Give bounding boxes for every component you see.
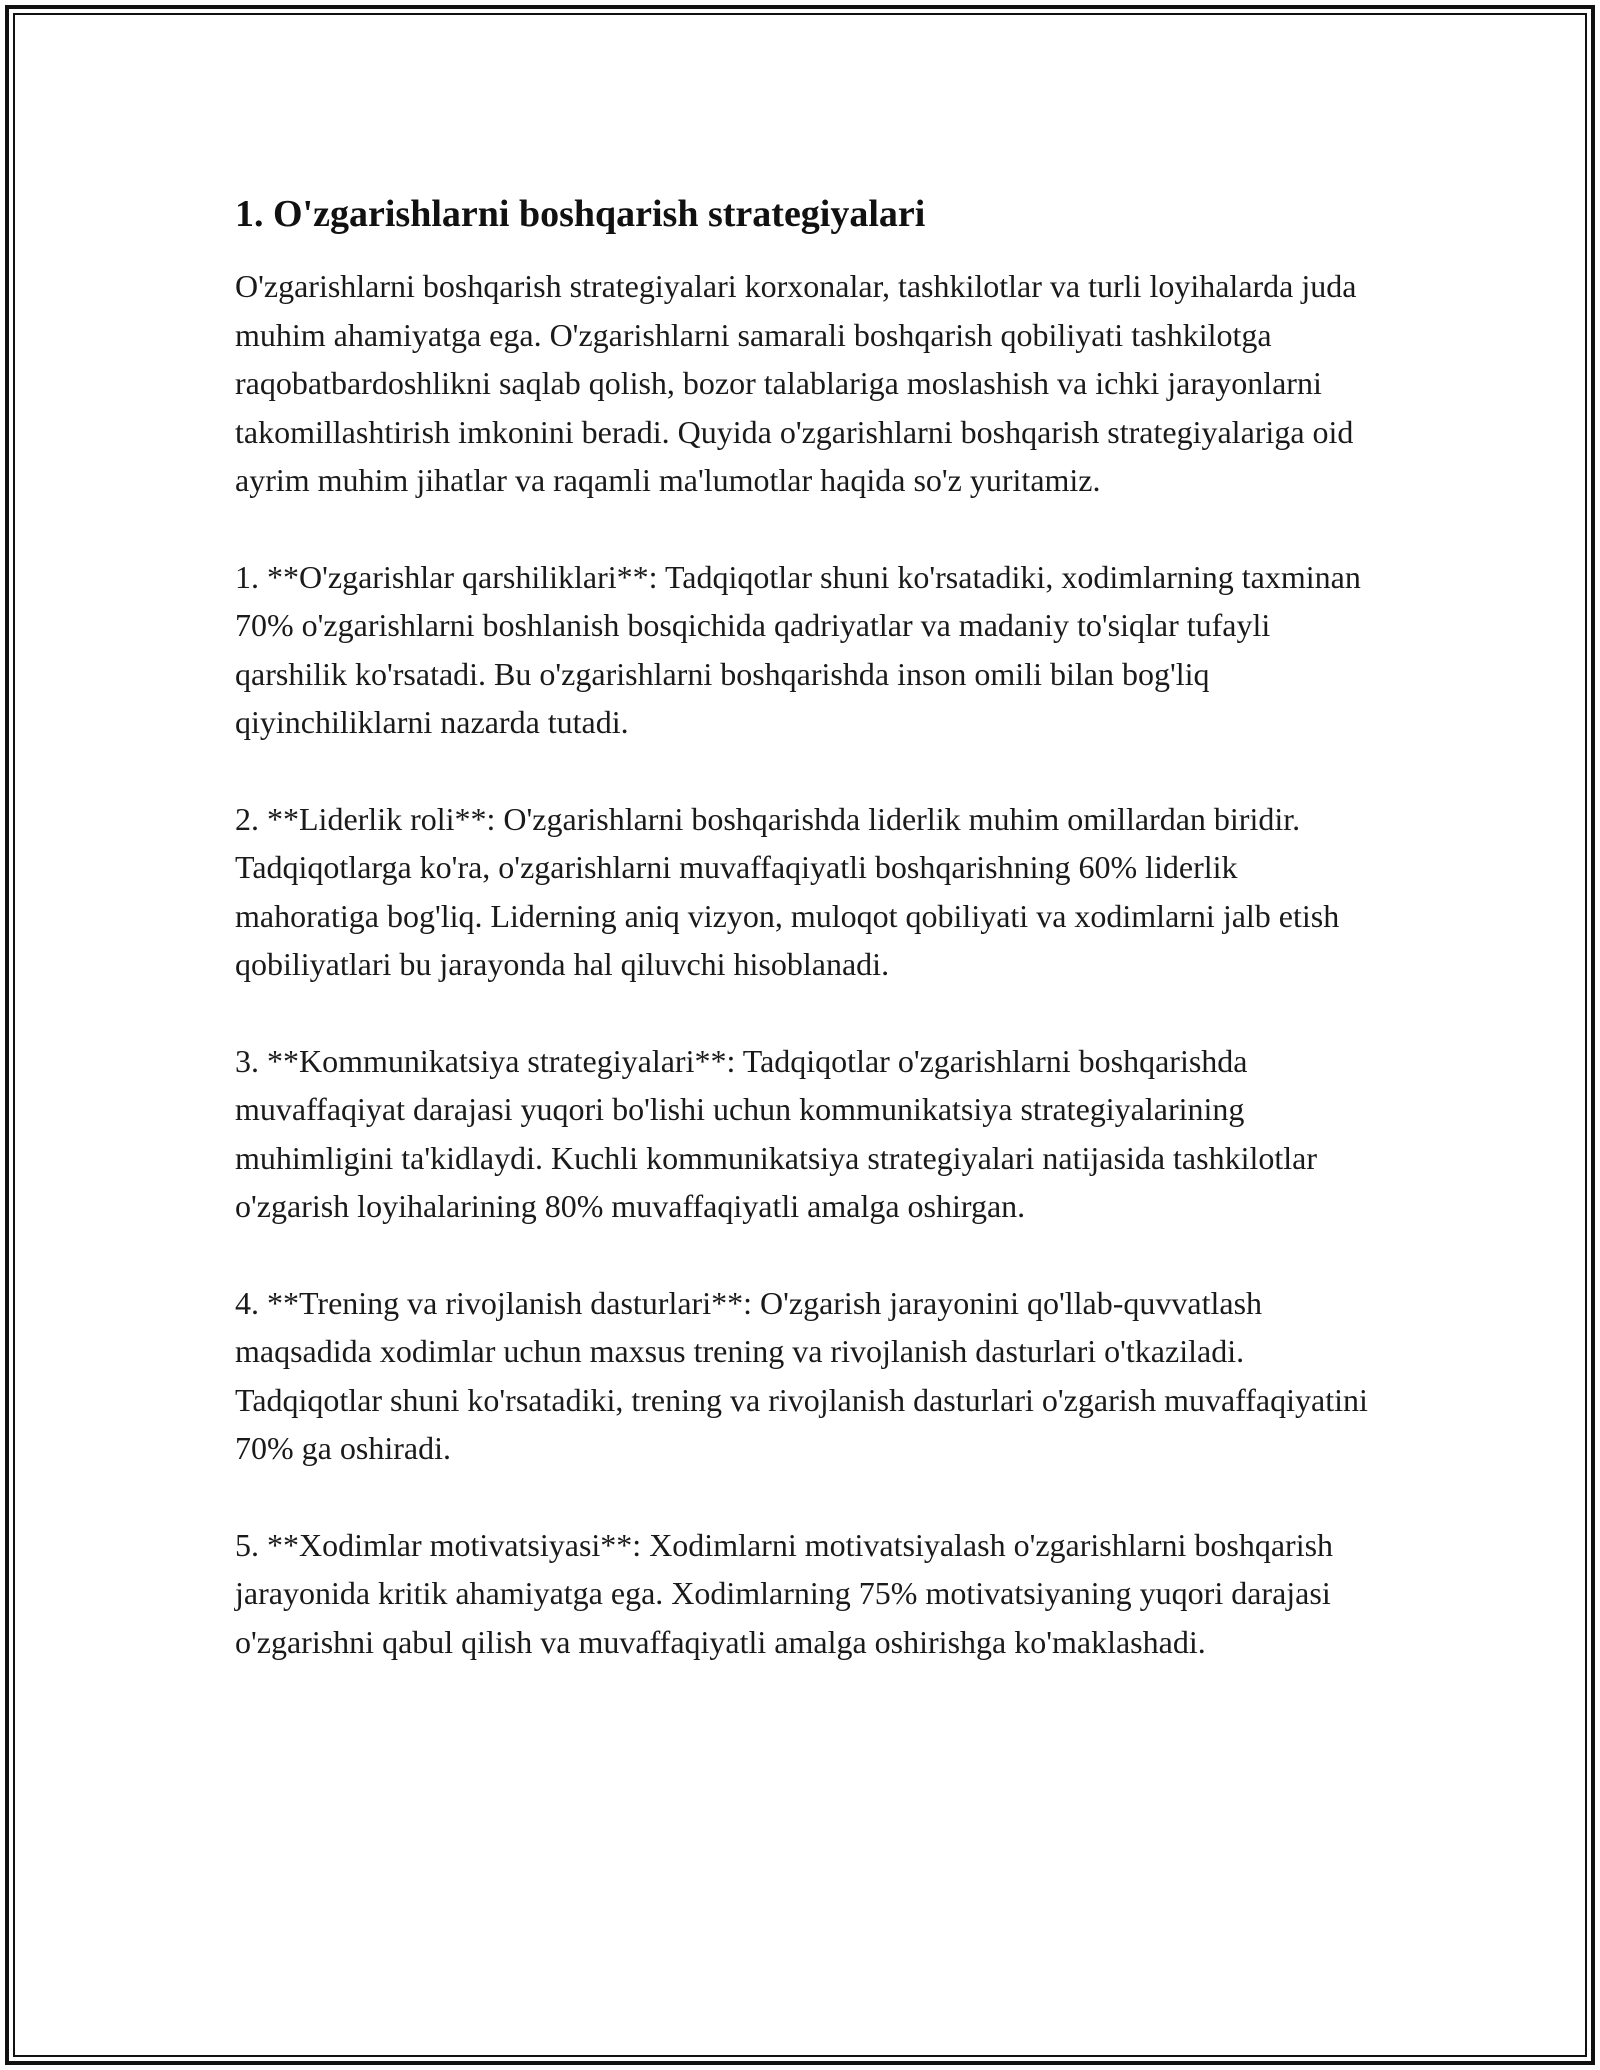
- list-item-motivation: 5. **Xodimlar motivatsiyasi**: Xodimlarni motivatsiyalash o'zgarishlarni boshqarish jarayonida kritik ahamiyatga ega. Xodimlarning 75% motivatsiyaning yuqori darajasi o'zgarishni qabul qilish va muvaffaqiyatli amalga oshirishga ko'maklashadi.: [235, 1526, 1334, 1660]
- list-item-training: 4. **Trening va rivojlanish dasturlari**: O'zgarish jarayonini qo'llab-quvvatlash maqsadida xodimlar uchun maxsus trening va rivojlanish dasturlari o'tkaziladi. Tadqiqotlar shuni ko'rsatadiki, trening va rivojlanish dasturlari o'zgarish muvaffaqiyatini 70% ga oshiradi.: [235, 1284, 1368, 1466]
- intro-paragraph: O'zgarishlarni boshqarish strategiyalari korxonalar, tashkilotlar va turli loyihalarda juda muhim ahamiyatga ega. O'zgarishlarni samarali boshqarish qobiliyati tashkilotga raqobatbardoshlikni saqlab qolish, bozor talablariga moslashish va ichki jarayonlarni takomillashtirish imkonini beradi. Quyida o'zgarishlarni boshqarish strategiyalariga oid ayrim muhim jihatlar va raqamli ma'lumotlar haqida so'z yuritamiz.: [235, 268, 1357, 498]
- list-item-resistance: 1. **O'zgarishlar qarshiliklari**: Tadqiqotlar shuni ko'rsatadiki, xodimlarning taxminan 70% o'zgarishlarni boshlanish bosqichida qadriyatlar va madaniy to'siqlar tufayli qarshilik ko'rsatadi. Bu o'zgarishlarni boshqarishda inson omili bilan bog'liq qiyinchiliklarni nazarda tutadi.: [235, 558, 1361, 740]
- list-item-communication: 3. **Kommunikatsiya strategiyalari**: Tadqiqotlar o'zgarishlarni boshqarishda muvaffaqiyat darajasi yuqori bo'lishi uchun kommunikatsiya strategiyalarining muhimligini ta'kidlaydi. Kuchli kommunikatsiya strategiyalari natijasida tashkilotlar o'zgarish loyihalarining 80% muvaffaqiyatli amalga oshirgan.: [235, 1042, 1317, 1224]
- document-body: [235, 188, 1375, 1714]
- document-title: 1. O'zgarishlarni boshqarish strategiyalari: [235, 193, 926, 235]
- list-item-leadership: 2. **Liderlik roli**: O'zgarishlarni boshqarishda liderlik muhim omillardan biridir. Tadqiqotlarga ko'ra, o'zgarishlarni muvaffaqiyatli boshqarishning 60% liderlik mahoratiga bog'liq. Liderning aniq vizyon, muloqot qobiliyati va xodimlarni jalb etish qobiliyatlari bu jarayonda hal qiluvchi hisoblanadi.: [235, 800, 1340, 982]
